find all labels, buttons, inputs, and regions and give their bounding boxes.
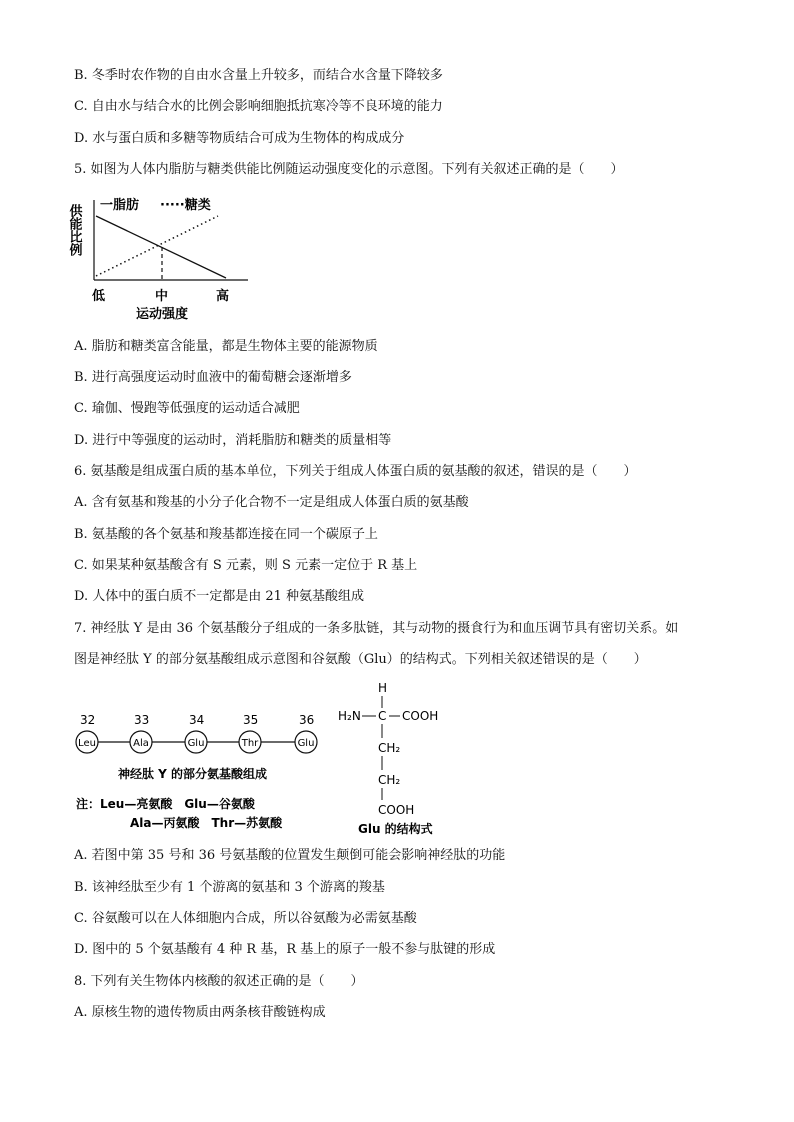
- q5-figure: [66, 192, 256, 322]
- q5-option-d: D. 进行中等强度的运动时，消耗脂肪和糖类的质量相等: [74, 433, 392, 448]
- residue-35: [239, 713, 261, 753]
- residue-number: 36: [299, 713, 315, 727]
- q5-legend-fat: 一脂肪: [100, 198, 140, 213]
- q6-option-b: B. 氨基酸的各个氨基和羧基都连接在同一个碳原子上: [74, 527, 378, 542]
- residue-number: 32: [80, 713, 96, 727]
- q4-option-b: B. 冬季时农作物的自由水含量上升较多，而结合水含量下降较多: [74, 68, 443, 83]
- q5-option-a: A. 脂肪和糖类富含能量，都是生物体主要的能源物质: [74, 339, 378, 354]
- residue-abbr: Leu: [78, 738, 96, 749]
- note-line2: Ala—丙氨酸 Thr—苏氨酸: [130, 816, 283, 830]
- q5-ylabel: 供能比例: [66, 204, 82, 256]
- q8-option-a: A. 原核生物的遗传物质由两条核苷酸链构成: [74, 1005, 326, 1020]
- q7-stem-line2: 图是神经肽 Y 的部分氨基酸组成示意图和谷氨酸（Glu）的结构式。下列相关叙述错误的是（ ）: [74, 652, 647, 667]
- q4-option-c: C. 自由水与结合水的比例会影响细胞抵抗寒冷等不良环境的能力: [74, 99, 443, 114]
- q5-fat-line: [96, 216, 226, 278]
- q7-option-a: A. 若图中第 35 号和 36 号氨基酸的位置发生颠倒可能会影响神经肽的功能: [74, 848, 506, 863]
- formula-h: H: [378, 681, 388, 695]
- q7-chain-figure: [70, 708, 330, 838]
- formula-caption: Glu 的结构式: [358, 822, 433, 836]
- residue-33: [130, 713, 152, 753]
- q5-option-b: B. 进行高强度运动时血液中的葡萄糖会逐渐增多: [74, 370, 352, 385]
- residue-36: [295, 713, 317, 753]
- q6-option-d: D. 人体中的蛋白质不一定都是由 21 种氨基酸组成: [74, 589, 365, 604]
- residue-abbr: Thr: [241, 738, 259, 749]
- q7-stem-line1: 7. 神经肽 Y 是由 36 个氨基酸分子组成的一条多肽链，其与动物的摄食行为和血压调节具有密切关系。如: [74, 621, 679, 636]
- residue-number: 34: [189, 713, 205, 727]
- q5-tick-low: 低: [92, 289, 106, 304]
- residue-32: [76, 713, 98, 753]
- q6-option-a: A. 含有氨基和羧基的小分子化合物不一定是组成人体蛋白质的氨基酸: [74, 495, 469, 510]
- q4-option-d: D. 水与蛋白质和多糖等物质结合可成为生物体的构成成分: [74, 131, 405, 146]
- q7-option-d: D. 图中的 5 个氨基酸有 4 种 R 基，R 基上的原子一般不参与肽键的形成: [74, 942, 496, 957]
- q5-legend-sugar: ·····糖类: [160, 198, 211, 213]
- q5-stem: 5. 如图为人体内脂肪与糖类供能比例随运动强度变化的示意图。下列有关叙述正确的是（ ）: [74, 162, 624, 177]
- q6-option-c: C. 如果某种氨基酸含有 S 元素，则 S 元素一定位于 R 基上: [74, 558, 418, 573]
- chain-caption: 神经肽 Y 的部分氨基酸组成: [118, 767, 268, 781]
- note-line1: 注：Leu—亮氨酸 Glu—谷氨酸: [76, 797, 255, 811]
- residue-number: 35: [243, 713, 259, 727]
- formula-ch2-1: CH₂: [378, 741, 401, 755]
- q5-option-c: C. 瑜伽、慢跑等低强度的运动适合减肥: [74, 401, 300, 416]
- q5-xlabel: 运动强度: [136, 307, 189, 322]
- q7-option-b: B. 该神经肽至少有 1 个游离的氨基和 3 个游离的羧基: [74, 880, 385, 895]
- residue-abbr: Glu: [187, 738, 205, 749]
- residue-abbr: Glu: [297, 738, 315, 749]
- formula-ch2-2: CH₂: [378, 773, 401, 787]
- q7-option-c: C. 谷氨酸可以在人体细胞内合成，所以谷氨酸为必需氨基酸: [74, 911, 417, 926]
- formula-cooh-top: COOH: [402, 709, 439, 723]
- q8-stem: 8. 下列有关生物体内核酸的叙述正确的是（ ）: [74, 974, 364, 989]
- formula-h2n: H₂N: [338, 709, 361, 723]
- formula-c: C: [378, 709, 387, 723]
- formula-cooh-bottom: COOH: [378, 803, 415, 817]
- q5-tick-mid: 中: [155, 289, 169, 304]
- residue-34: [185, 713, 207, 753]
- q7-glu-formula: [336, 678, 456, 838]
- residue-number: 33: [134, 713, 150, 727]
- residue-abbr: Ala: [133, 738, 149, 749]
- q6-stem: 6. 氨基酸是组成蛋白质的基本单位，下列关于组成人体蛋白质的氨基酸的叙述，错误的是（ ）: [74, 464, 637, 479]
- q5-tick-high: 高: [216, 289, 230, 304]
